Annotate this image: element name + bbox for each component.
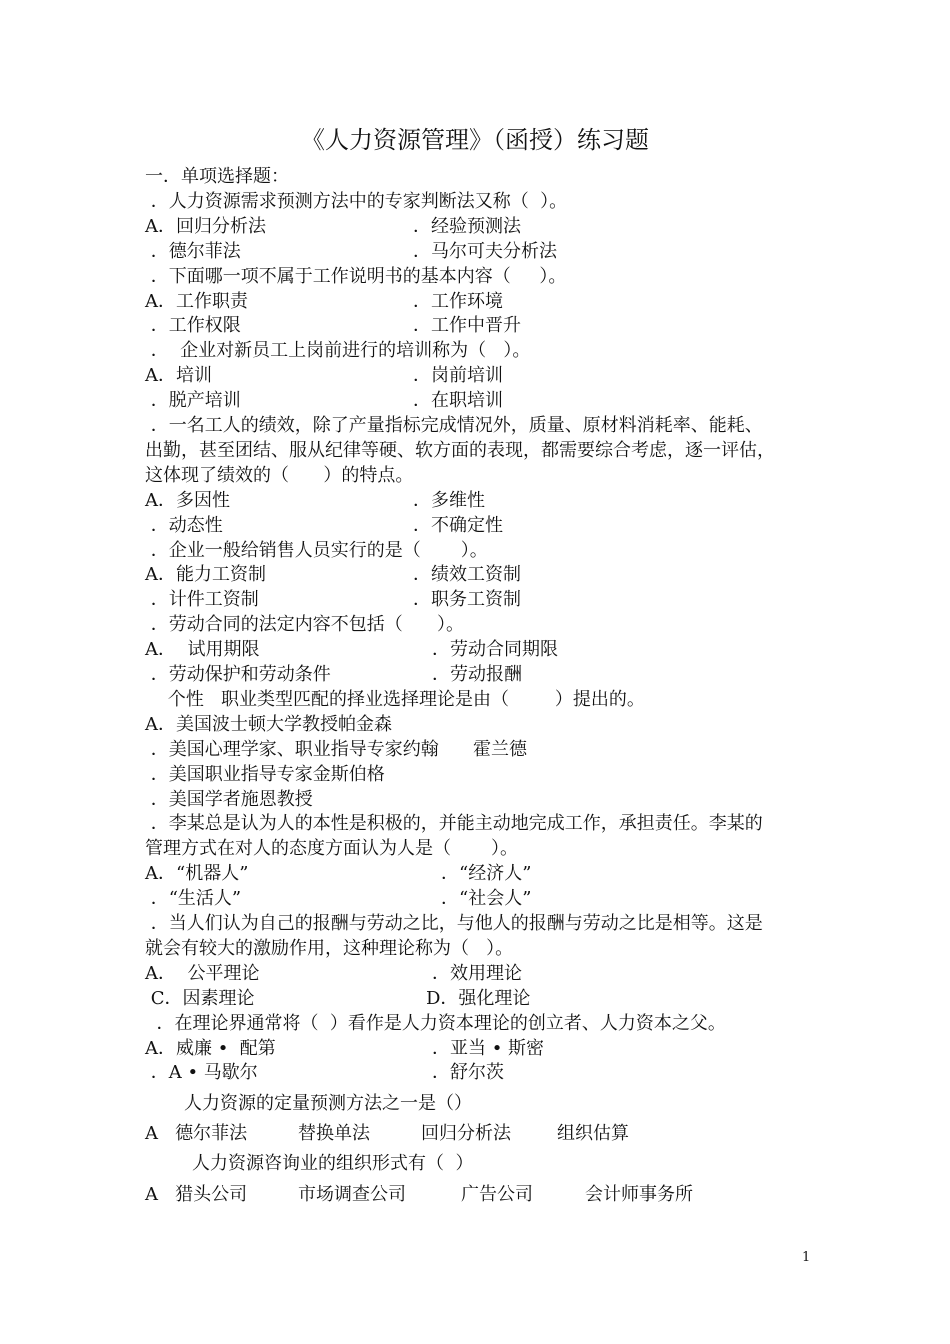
question-stem: 人力资源的定量预测方法之一是（）	[184, 1093, 472, 1114]
text-line: ．劳动保护和劳动条件	[145, 664, 331, 685]
text-line: 这体现了绩效的（ ）的特点。	[145, 464, 414, 486]
option-right: ．劳动合同期限	[432, 639, 558, 661]
text-line: 一．单项选择题：	[145, 166, 289, 187]
text-line: ．“生活人”	[145, 888, 242, 910]
text-line: A．能力工资制	[145, 564, 266, 586]
text-line: ． 企业对新员工上岗前进行的培训称为（ ）。	[145, 340, 531, 362]
option-d: 组织估算	[557, 1123, 629, 1144]
text-line: ．李某总是认为人的本性是积极的，并能主动地完成工作，承担责任。李某的	[145, 813, 763, 835]
option-right: ．马尔可夫分析法	[413, 240, 557, 262]
option-right: ．经验预测法	[413, 215, 521, 237]
option-c: 回归分析法	[421, 1123, 511, 1144]
question-stem: 人力资源咨询业的组织形式有（ ）	[192, 1153, 474, 1174]
text-line: 管理方式在对人的态度方面认为人是（ ）。	[145, 838, 519, 860]
text-line: ．劳动合同的法定内容不包括（ ）。	[145, 614, 465, 636]
text-line: A．回归分析法	[145, 215, 266, 237]
text-line: 出勤，甚至团结、服从纪律等硬、软方面的表现，都需要综合考虑，逐一评估，	[145, 439, 775, 461]
text-line: ．当人们认为自己的报酬与劳动之比，与他人的报酬与劳动之比是相等。这是	[145, 913, 763, 934]
option-right: ．“经济人”	[441, 863, 532, 885]
option-d: 会计师事务所	[585, 1184, 693, 1205]
option-right: ．舒尔茨	[432, 1062, 504, 1084]
text-line: A．培训	[145, 365, 212, 387]
text-line: 就会有较大的激励作用，这种理论称为（ ）。	[145, 937, 514, 959]
page-title: 《人力资源管理》（函授）练习题	[301, 126, 649, 154]
text-line: ．企业一般给销售人员实行的是（ ）。	[145, 539, 488, 561]
text-line: C．因素理论	[145, 987, 255, 1009]
option-right: ．在职培训	[413, 390, 503, 412]
text-line: ．动态性	[145, 514, 223, 536]
option-c: 广告公司	[461, 1184, 533, 1205]
option-right: D．强化理论	[426, 987, 531, 1009]
option-right: ．亚当 • 斯密	[432, 1037, 545, 1059]
text-line: ．美国职业指导专家金斯伯格	[145, 763, 385, 785]
text-line: ．美国学者施恩教授	[145, 788, 313, 810]
text-line: A．“机器人”	[145, 863, 249, 885]
option-right: ．效用理论	[432, 962, 522, 984]
text-line: ．人力资源需求预测方法中的专家判断法又称（ ）。	[145, 190, 568, 212]
text-line: A．威廉 • 配第	[145, 1037, 276, 1059]
text-line: ．脱产培训	[145, 390, 241, 412]
option-a: A 德尔菲法	[145, 1123, 248, 1144]
text-line: ．在理论界通常将（ ）看作是人力资本理论的创立者、人力资本之父。	[145, 1012, 726, 1034]
page-number: 1	[802, 1250, 811, 1265]
option-right: ．“社会人”	[441, 888, 532, 910]
option-right: ．工作中晋升	[413, 315, 521, 337]
text-line: ．工作权限	[145, 315, 241, 337]
text-line: ．下面哪一项不属于工作说明书的基本内容（ ）。	[145, 265, 567, 287]
option-b: 替换单法	[298, 1123, 370, 1144]
text-line: A．工作职责	[145, 290, 248, 312]
option-a: A 猎头公司	[145, 1184, 248, 1205]
text-line: ．一名工人的绩效，除了产量指标完成情况外，质量、原材料消耗率、能耗、	[145, 415, 763, 436]
option-right: ．不确定性	[413, 514, 503, 536]
option-b: 市场调查公司	[298, 1184, 406, 1205]
text-line: ．计件工资制	[145, 589, 259, 611]
option-right: ．绩效工资制	[413, 564, 521, 586]
option-right: ．工作环境	[413, 290, 503, 312]
option-right: ．岗前培训	[413, 365, 503, 387]
text-line: ．美国心理学家、职业指导专家约翰 霍兰德	[145, 738, 528, 760]
text-line: A．多因性	[145, 489, 230, 511]
text-line: A． 公平理论	[145, 962, 260, 984]
text-line: ．A • 马歇尔	[145, 1062, 258, 1084]
option-right: ．劳动报酬	[432, 664, 522, 685]
text-line: ．德尔菲法	[145, 240, 241, 262]
option-right: ．职务工资制	[413, 589, 521, 611]
text-line: A． 试用期限	[145, 639, 260, 661]
text-line: A．美国波士顿大学教授帕金森	[145, 713, 392, 735]
option-right: ．多维性	[413, 489, 485, 511]
text-line: 个性 职业类型匹配的择业选择理论是由（ ）提出的。	[145, 688, 645, 710]
